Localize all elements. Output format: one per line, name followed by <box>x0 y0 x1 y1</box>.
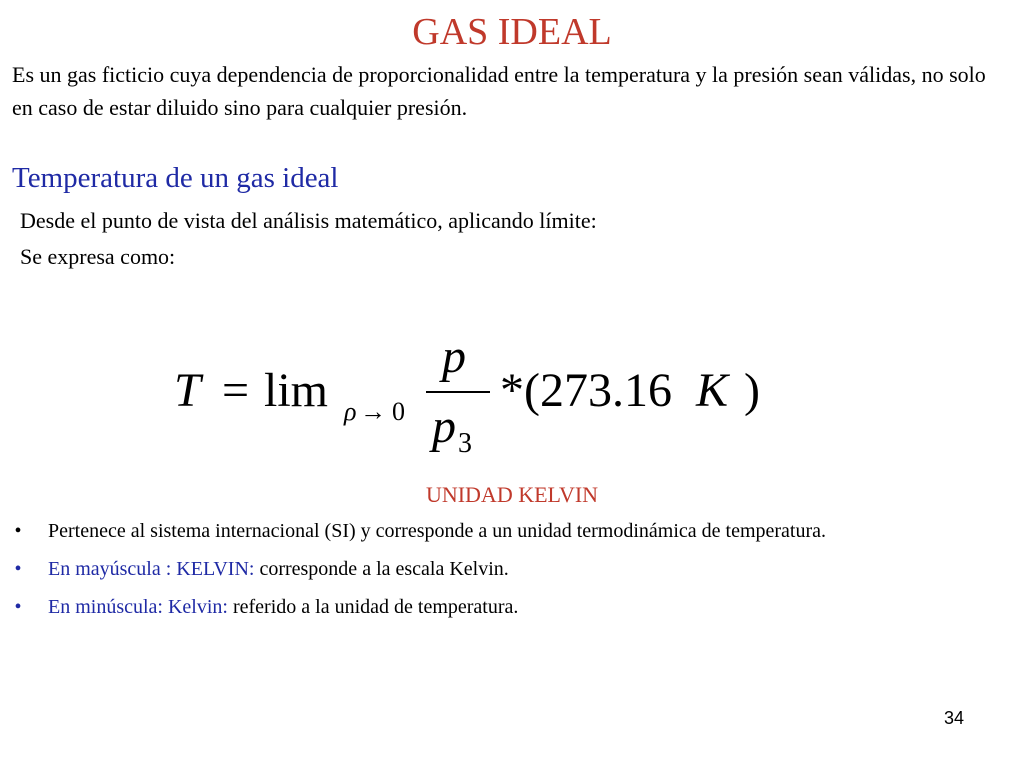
section-subtitle: Temperatura de un gas ideal <box>12 162 339 194</box>
intro-paragraph: Es un gas ficticio cuya dependencia de proporcionalidad entre la temperatura y la presión sean válidas, no solo en caso de estar diluido sino para cualquier presión. <box>12 62 986 120</box>
list-item <box>8 517 968 545</box>
bullet-colored-text: En minúscula: Kelvin: <box>48 596 228 618</box>
slide-title: GAS IDEAL <box>412 11 612 53</box>
formula-equals: = <box>222 364 250 417</box>
temperature-formula <box>160 330 800 470</box>
formula-denominator-sub: 3 <box>458 428 472 459</box>
formula-unit: K <box>696 364 729 417</box>
formula-lim-rho: ρ <box>344 397 357 426</box>
bullet-text: referido a la unidad de temperatura. <box>227 596 519 618</box>
bullet-list <box>8 517 968 631</box>
formula-lim-zero: 0 <box>392 397 405 426</box>
bullet-colored-text: En mayúscula : KELVIN: <box>48 558 255 580</box>
list-item <box>8 593 968 621</box>
formula-lim-arrow: → <box>360 397 386 426</box>
formula-lim: lim <box>264 364 329 417</box>
formula-lhs: T <box>174 364 201 417</box>
bullet-text: Pertenece al sistema internacional (SI) y corresponde a un unidad termodinámica de temperatura. <box>48 520 827 542</box>
analysis-text: Desde el punto de vista del análisis matemático, aplicando límite: <box>20 208 597 233</box>
expression-text: Se expresa como: <box>20 244 176 269</box>
kelvin-heading: UNIDAD KELVIN <box>425 482 599 507</box>
page-number: 34 <box>943 708 964 728</box>
formula-close: ) <box>744 364 760 417</box>
bullet-marker: • <box>14 558 22 580</box>
formula-rhs: *(273.16 <box>500 364 672 417</box>
bullet-marker: • <box>14 596 22 618</box>
formula-denominator: p <box>432 400 456 453</box>
list-item <box>8 555 968 583</box>
bullet-text: corresponde a la escala Kelvin. <box>254 558 509 580</box>
bullet-marker: • <box>14 520 22 542</box>
formula-numerator: p <box>442 330 466 383</box>
